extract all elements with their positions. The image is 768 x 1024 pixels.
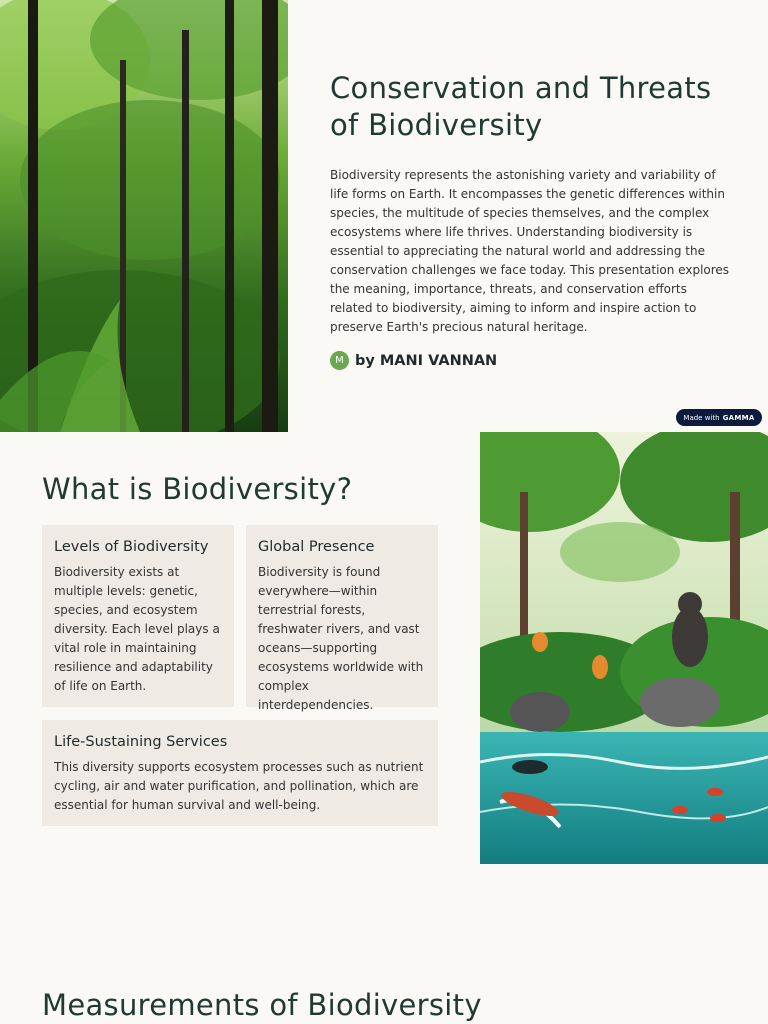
section-title-what-is-biodiversity: What is Biodiversity? bbox=[42, 472, 353, 506]
card-body: This diversity supports ecosystem processes such as nutrient cycling, air and water purification, and pollination, which are essential for human survival and well-being. bbox=[54, 760, 424, 812]
card-life-sustaining bbox=[42, 720, 438, 826]
badge-prefix: Made with bbox=[683, 413, 720, 422]
author-name: by MANI VANNAN bbox=[355, 352, 498, 369]
avatar: M bbox=[330, 351, 349, 370]
card-global-presence bbox=[246, 525, 438, 712]
intro-paragraph: Biodiversity represents the astonishing variety and variability of life forms on Earth. It encompasses the genetic differences within species, the multitude of species themselves, and the complex ecosystems where life thrives. Understanding biodiversity is essential to appreciating the natural world and addressing the conservation challenges we face today. This presentation explores the meaning, importance, threats, and conservation efforts related to biodiversity, aiming to inform and inspire action to preserve Earth's precious natural heritage. bbox=[330, 168, 730, 334]
wildlife-image bbox=[480, 432, 768, 864]
forest-photo-icon bbox=[0, 0, 288, 432]
author-line bbox=[330, 351, 730, 370]
card-title: Levels of Biodiversity bbox=[54, 539, 209, 555]
made-with-badge[interactable] bbox=[676, 409, 762, 426]
card-title: Life-Sustaining Services bbox=[54, 734, 228, 750]
forest-image bbox=[0, 0, 288, 432]
section-title-measurements: Measurements of Biodiversity bbox=[42, 988, 482, 1022]
card-title: Global Presence bbox=[258, 539, 375, 555]
page-title: Conservation and Threats of Biodiversity bbox=[330, 71, 712, 142]
hero-section bbox=[330, 70, 730, 370]
card-levels bbox=[42, 525, 234, 707]
badge-brand: GAMMA bbox=[722, 413, 755, 422]
wildlife-river-illustration-icon bbox=[480, 432, 768, 864]
card-body: Biodiversity is found everywhere—within terrestrial forests, freshwater rivers, and vast oceans—supporting ecosystems worldwide with complex interdependencies. bbox=[258, 565, 424, 712]
card-body: Biodiversity exists at multiple levels: genetic, species, and ecosystem diversity. Each level plays a vital role in maintaining resilience and adaptability of life on Earth. bbox=[54, 565, 220, 693]
